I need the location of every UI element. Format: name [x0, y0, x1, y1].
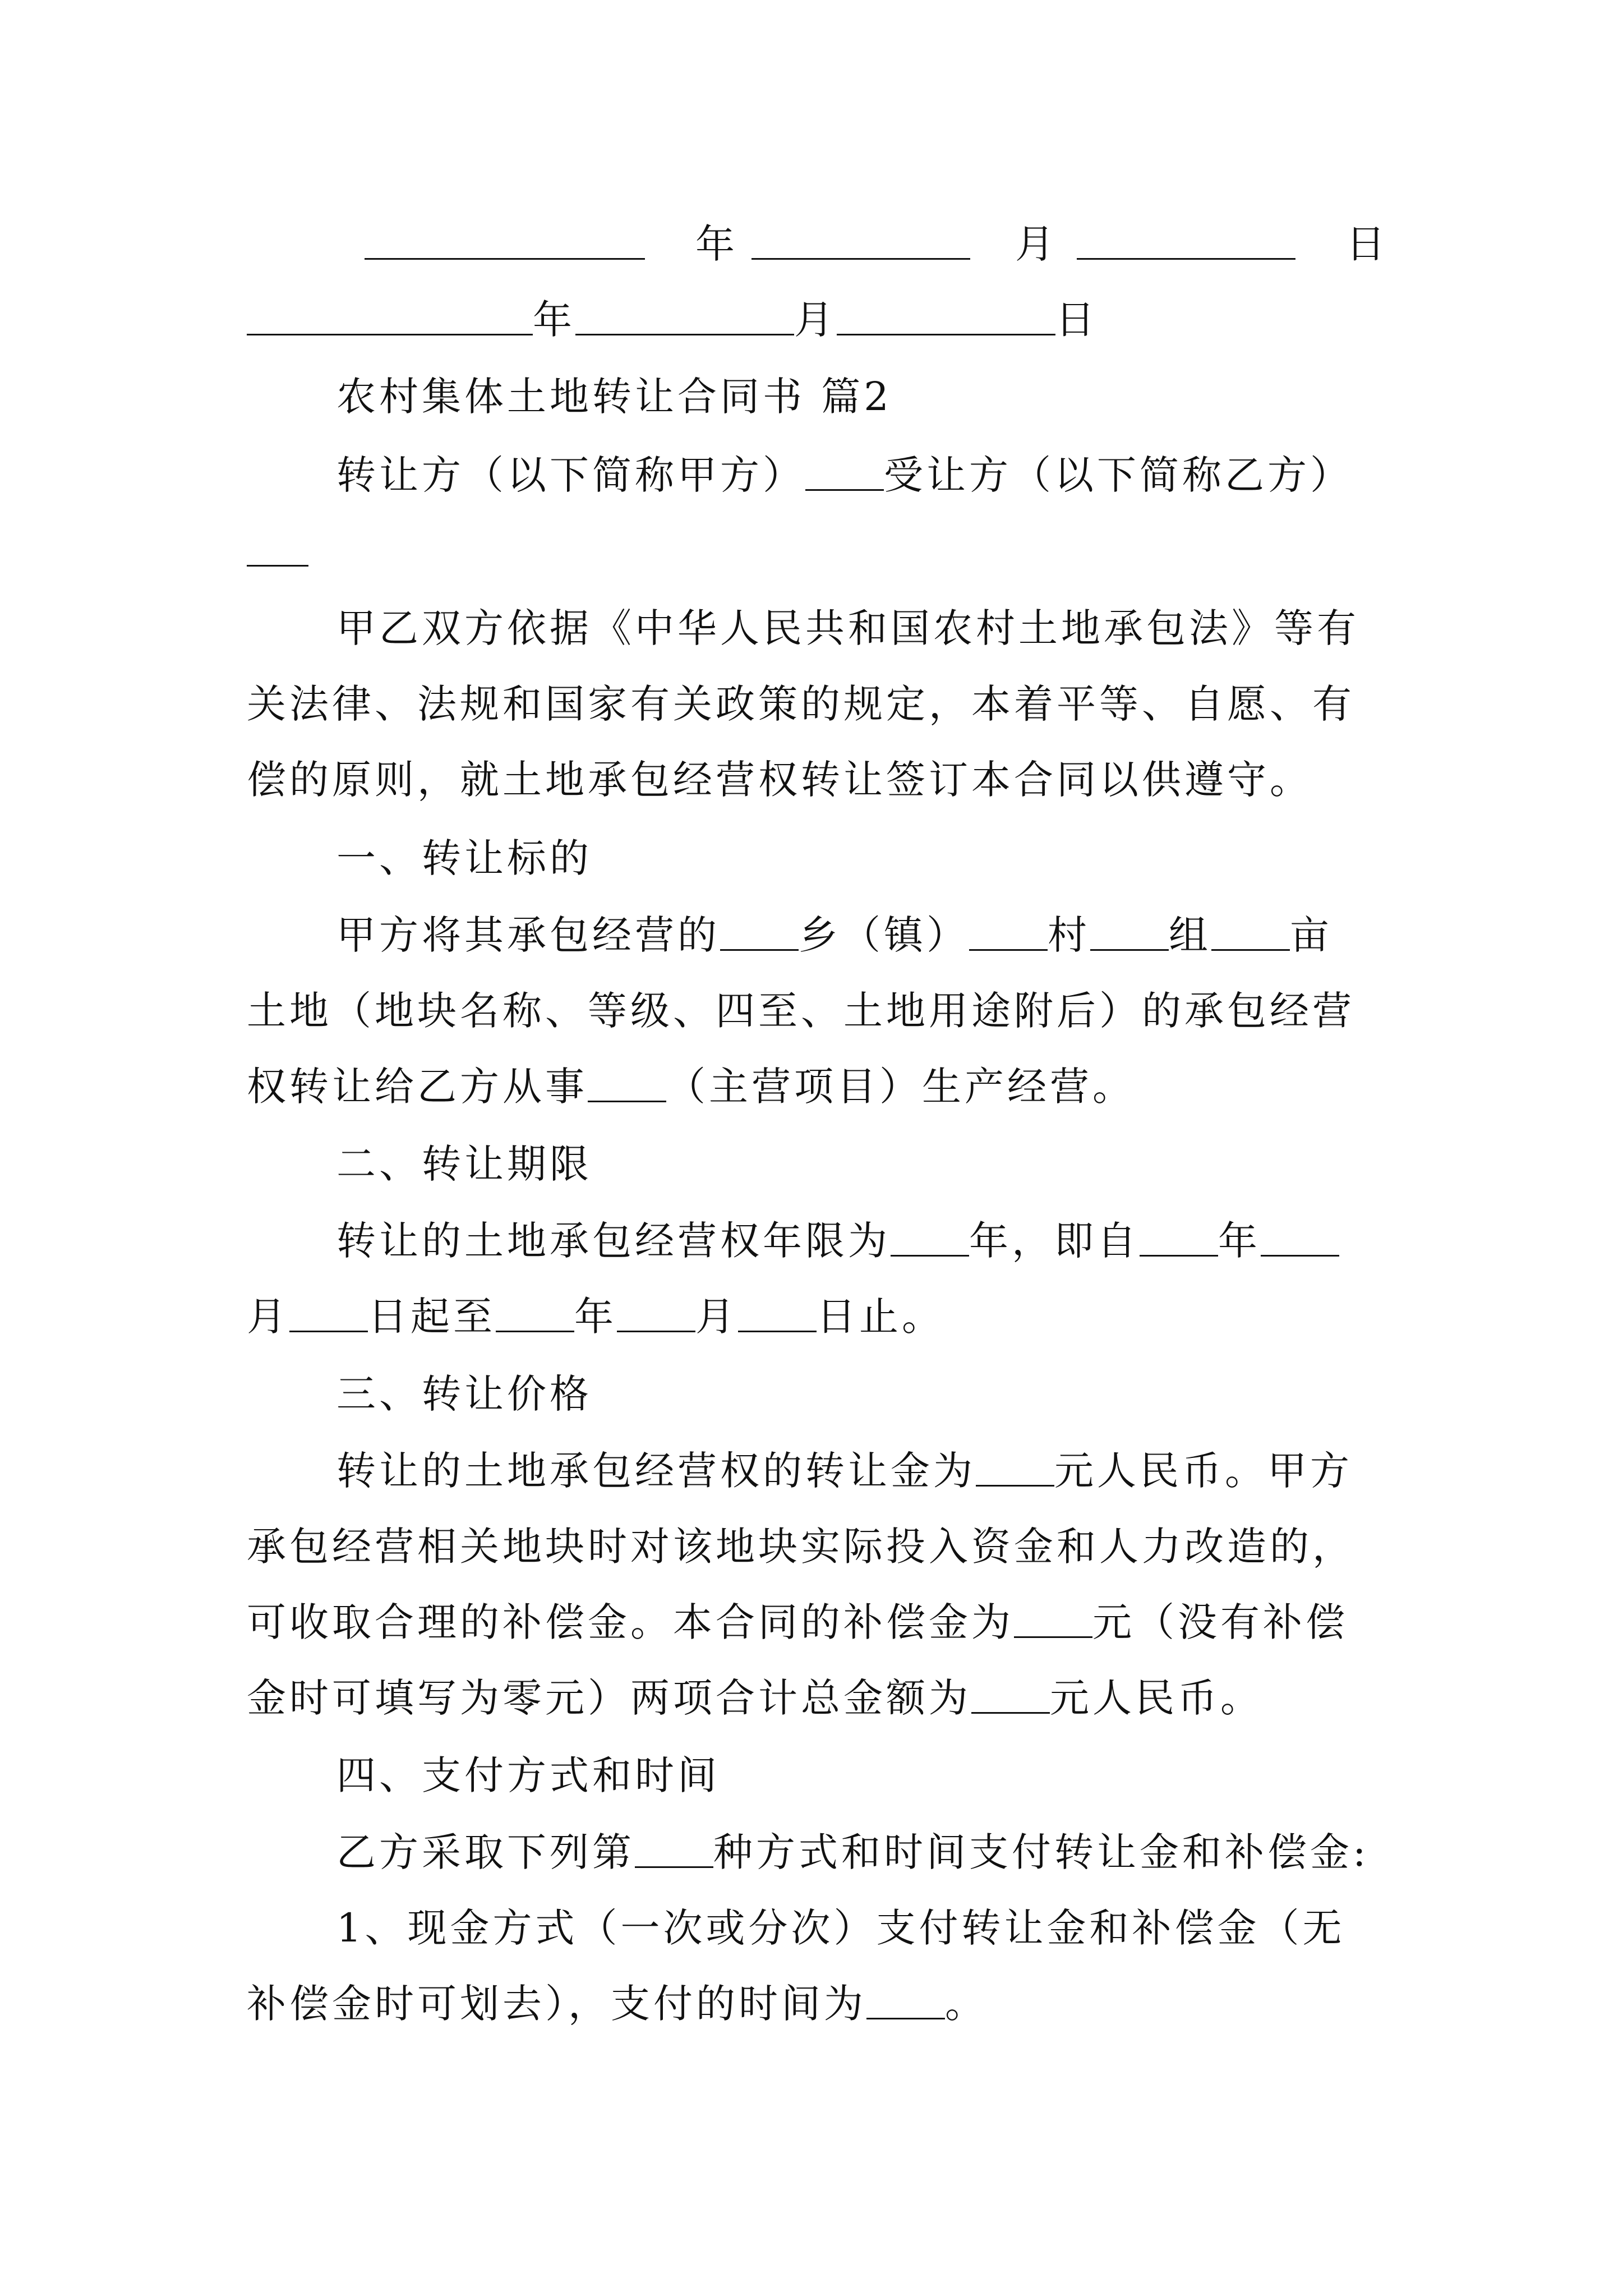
date-line-2: [247, 297, 1098, 342]
section-4-line-1: 乙方采取下列第 种方式和时间支付转让金和补偿金:: [336, 1829, 1370, 1875]
day-label-2: 日: [1055, 297, 1098, 343]
section-3-line-4: 金时可填写为零元）两项合计总金额为 元人民币。: [247, 1675, 1263, 1721]
intro-line-1: 甲乙双方依据《中华人民共和国农村土地承包法》等有: [336, 605, 1359, 651]
transferee-label: 受让方（以下简称乙方）: [884, 452, 1353, 498]
date-line-1-month-blank: [751, 222, 1075, 266]
month-label: 月: [1015, 221, 1058, 267]
section-1-line-2: 土地（地块名称、等级、四至、土地用途附后）的承包经营: [247, 988, 1355, 1034]
section-1-line-3: 权转让给乙方从事 （主营项目）生产经营。: [247, 1064, 1135, 1110]
date-line-1: [365, 222, 755, 266]
day-label: 日: [1346, 221, 1389, 267]
section-4-item-1-line-2: 补偿金时可划去），支付的时间为 。: [247, 1981, 988, 2027]
section-4-item-1-line-1: 1、现金方式（一次或分次）支付转让金和补偿金（无: [336, 1905, 1345, 1951]
section-1-line-1: 甲方将其承包经营的 乡（镇） 村 组 亩: [336, 912, 1332, 958]
transferee-blank-line: [247, 528, 308, 573]
year-label: 年: [695, 221, 738, 267]
section-4-heading: 四、支付方式和时间: [336, 1752, 720, 1798]
year-blank: [365, 226, 645, 260]
section-2-heading: 二、转让期限: [336, 1141, 592, 1187]
intro-line-3: 偿的原则，就土地承包经营权转让签订本合同以供遵守。: [247, 757, 1312, 803]
section-3-line-1: 转让的土地承包经营权的转让金为 元人民币。甲方: [336, 1448, 1353, 1494]
section-2-line-2: 月 日起至 年 月 日止。: [247, 1294, 944, 1340]
section-3-heading: 三、转让价格: [336, 1371, 592, 1417]
day-blank: [1077, 226, 1295, 260]
section-3-line-2: 承包经营相关地块时对该地块实际投入资金和人力改造的，: [247, 1524, 1355, 1570]
section-2-line-1: 转让的土地承包经营权年限为 年，即自 年: [336, 1218, 1339, 1263]
year-label-2: 年: [533, 297, 575, 343]
document-title: 农村集体土地转让合同书 篇2: [336, 374, 892, 420]
intro-line-2: 关法律、法规和国家有关政策的规定，本着平等、自愿、有: [247, 681, 1355, 727]
transferor-label: 转让方（以下简称甲方）: [336, 452, 805, 498]
date-line-1-day: [1077, 222, 1389, 266]
section-3-line-3: 可收取合理的补偿金。本合同的补偿金为 元（没有补偿: [247, 1599, 1348, 1645]
section-1-heading: 一、转让标的: [336, 835, 592, 881]
parties-line: [336, 453, 1353, 498]
month-label-2: 月: [794, 297, 837, 343]
